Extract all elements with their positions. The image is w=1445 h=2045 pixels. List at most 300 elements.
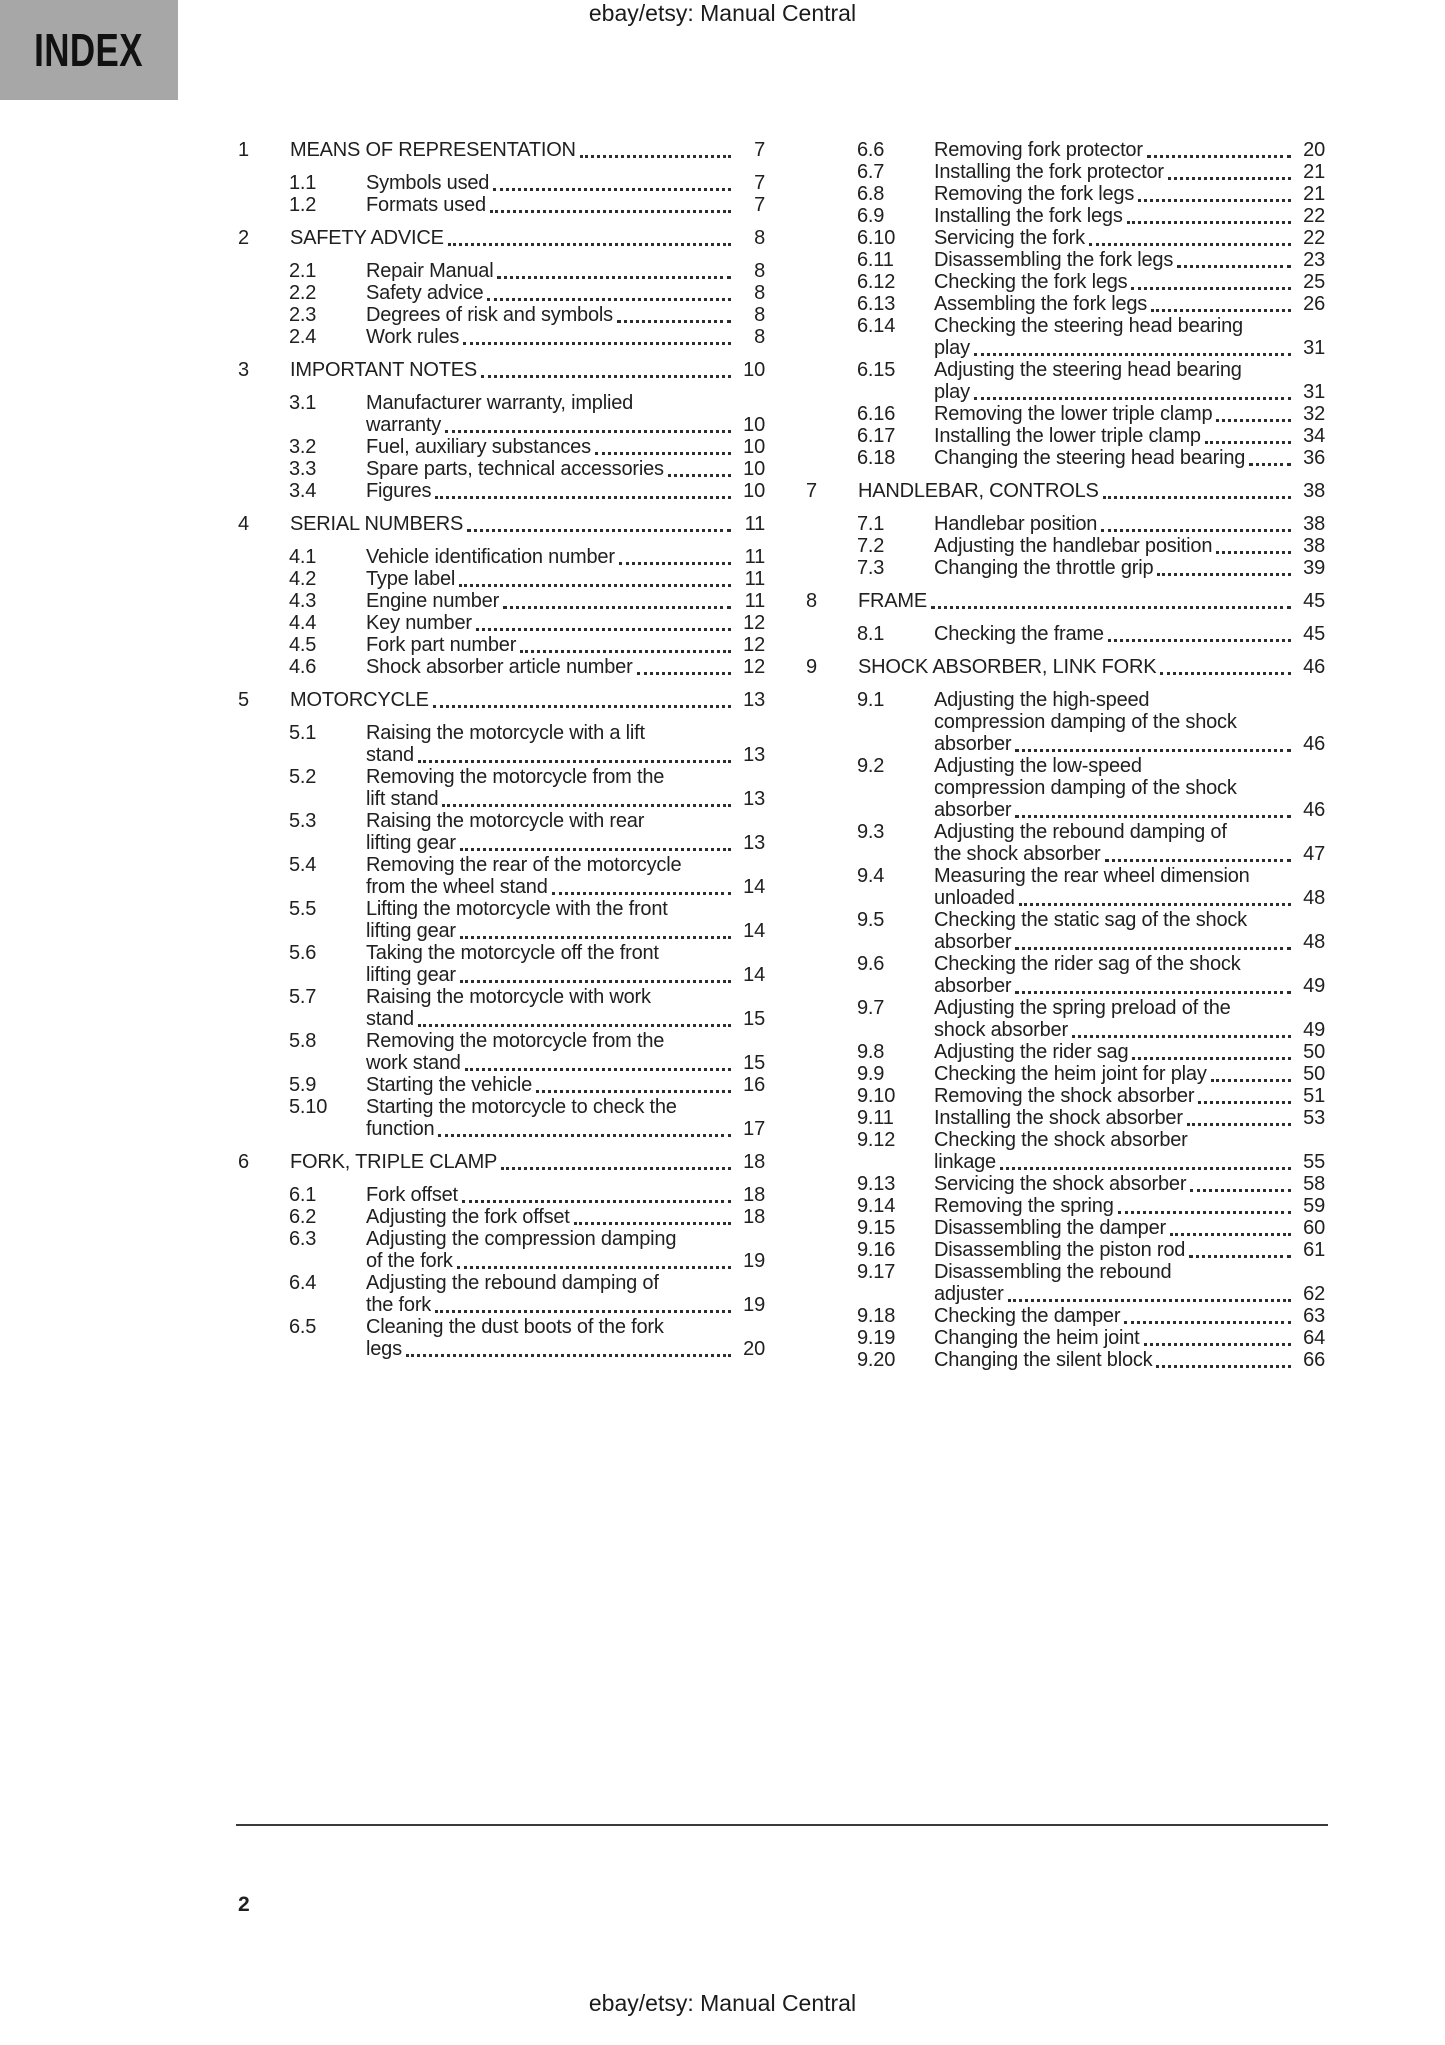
dot-leader [1015,749,1291,752]
toc-entry [806,161,1325,183]
entry-page-number: 11 [744,546,765,568]
entry-title-line: unloaded [934,887,1015,909]
entry-body [366,546,765,568]
toc-entry [806,953,1325,997]
entry-page-number: 10 [743,436,765,458]
entry-body [366,436,765,458]
dot-leader [1190,1189,1291,1192]
dot-leader [457,1266,731,1269]
entry-last-line [366,656,765,678]
toc-entry [806,689,1325,755]
entry-page-number: 17 [743,1118,765,1140]
entry-number: 2.1 [289,260,317,282]
entry-body [366,392,765,436]
entry-number: 9.18 [857,1305,896,1327]
toc-entry [806,513,1325,535]
toc-entry [806,557,1325,579]
dot-leader [438,1134,731,1137]
entry-last-line [934,205,1325,227]
dot-leader [445,430,731,433]
entry-title-line: Starting the vehicle [366,1074,533,1096]
entry-page-number: 46 [1303,656,1325,678]
toc-section-heading [238,1151,765,1173]
toc-entry [238,1228,765,1272]
entry-number: 2.2 [289,282,317,304]
entry-last-line [934,293,1325,315]
entry-body [366,1206,765,1228]
entry-title-line: Disassembling the piston rod [934,1239,1186,1261]
dot-leader [1198,1101,1291,1104]
entry-title-line: MOTORCYCLE [290,689,429,711]
entry-number: 9.2 [857,755,885,777]
entry-last-line [934,1041,1325,1063]
entry-body [366,854,765,898]
entry-title-line: Work rules [366,326,460,348]
entry-body [366,194,765,216]
entry-page-number: 26 [1303,293,1325,315]
entry-last-line [366,876,765,898]
dot-leader [465,1068,731,1071]
entry-body [366,568,765,590]
toc-entry [238,942,765,986]
toc-entry [806,1217,1325,1239]
dot-leader [574,1222,731,1225]
entry-title-line: Raising the motorcycle with work [366,986,651,1008]
entry-title-line: Removing the lower triple clamp [934,403,1213,425]
entry-body [290,359,765,381]
entry-number: 6.16 [857,403,896,425]
entry-body [366,1228,765,1272]
entry-title-line: compression damping of the shock [934,777,1237,799]
entry-page-number: 21 [1303,183,1325,205]
entry-title-line: warranty [366,414,442,436]
entry-title-line: absorber [934,931,1012,953]
entry-body [366,656,765,678]
entry-body [366,304,765,326]
toc-entry [806,623,1325,645]
entry-last-line [366,282,765,304]
dot-leader [503,606,731,609]
entry-title-line: Spare parts, technical accessories [366,458,664,480]
footer-page-number: 2 [238,1893,250,1916]
entry-number: 5.6 [289,942,317,964]
entry-number: 9.9 [857,1063,885,1085]
entry-page-number: 60 [1303,1217,1325,1239]
entry-number: 6.15 [857,359,896,381]
entry-page-number: 15 [743,1052,765,1074]
toc-entry [806,1195,1325,1217]
toc-section-heading [238,513,765,535]
entry-body [934,249,1325,271]
entry-body [366,986,765,1030]
dot-leader [1160,672,1291,675]
entry-last-line [934,139,1325,161]
dot-leader [1144,1343,1291,1346]
toc-entry [238,1030,765,1074]
entry-last-line [934,535,1325,557]
entry-number: 9.15 [857,1217,896,1239]
toc-section-heading [238,139,765,161]
entry-number: 5.1 [289,722,317,744]
toc-entry [806,909,1325,953]
entry-page-number: 45 [1303,590,1325,612]
entry-title-line: Vehicle identification number [366,546,615,568]
entry-last-line [366,172,765,194]
entry-title-line: adjuster [934,1283,1004,1305]
entry-body [366,1272,765,1316]
entry-number: 5.5 [289,898,317,920]
entry-title-line: Servicing the shock absorber [934,1173,1187,1195]
toc-entry [806,271,1325,293]
entry-body [290,227,765,249]
toc-entry [806,293,1325,315]
entry-title-line: Checking the heim joint for play [934,1063,1207,1085]
entry-body [290,1151,765,1173]
toc-column-left [238,128,765,1360]
entry-page-number: 13 [743,689,765,711]
dot-leader [406,1354,731,1357]
entry-page-number: 50 [1303,1041,1325,1063]
entry-body [366,1074,765,1096]
entry-title-line: Fork offset [366,1184,458,1206]
entry-body [934,139,1325,161]
entry-title-line: Adjusting the spring preload of the [934,997,1231,1019]
entry-number: 1.2 [289,194,317,216]
entry-page-number: 22 [1303,227,1325,249]
page-footer-title: ebay/etsy: Manual Central [588,1990,857,2016]
entry-title-line: Adjusting the rider sag [934,1041,1129,1063]
entry-last-line [934,887,1325,909]
entry-page-number: 8 [754,282,765,304]
toc-entry [806,1107,1325,1129]
entry-page-number: 38 [1303,513,1325,535]
entry-body [934,359,1325,403]
toc-entry [238,1074,765,1096]
entry-number: 6.13 [857,293,896,315]
entry-number: 9.5 [857,909,885,931]
dot-leader [1189,1255,1291,1258]
entry-title-line: SERIAL NUMBERS [290,513,464,535]
entry-title-line: Disassembling the rebound [934,1261,1172,1283]
entry-page-number: 34 [1303,425,1325,447]
entry-last-line [934,271,1325,293]
entry-title-line: Adjusting the compression damping [366,1228,677,1250]
entry-body [934,865,1325,909]
toc-entry [238,260,765,282]
toc-entry [806,447,1325,469]
entry-last-line [366,590,765,612]
entry-number: 9.4 [857,865,885,887]
toc-entry [238,612,765,634]
entry-title-line: play [934,381,970,403]
entry-number: 9.8 [857,1041,885,1063]
toc-entry [806,1239,1325,1261]
entry-body [366,634,765,656]
dot-leader [1138,199,1291,202]
dot-leader [580,155,731,158]
dot-leader [1127,221,1291,224]
dot-leader [1108,639,1291,642]
entry-last-line [366,1118,765,1140]
entry-last-line [934,425,1325,447]
entry-number: 9.20 [857,1349,896,1371]
entry-last-line [290,359,765,381]
entry-title-line: IMPORTANT NOTES [290,359,478,381]
entry-page-number: 7 [754,172,765,194]
entry-title-line: Lifting the motorcycle with the front [366,898,668,920]
dot-leader [497,276,731,279]
dot-leader [460,936,731,939]
entry-last-line [366,1052,765,1074]
toc-entry [238,194,765,216]
dot-leader [1216,419,1291,422]
entry-page-number: 8 [754,227,765,249]
entry-page-number: 18 [743,1184,765,1206]
entry-last-line [366,612,765,634]
entry-body [934,755,1325,821]
entry-title-line: Type label [366,568,456,590]
entry-last-line [366,964,765,986]
toc-entry [238,1316,765,1360]
toc-entry [238,898,765,942]
entry-page-number: 8 [754,260,765,282]
dot-leader [1019,903,1291,906]
entry-last-line [934,1151,1325,1173]
index-tab [0,0,178,100]
entry-title-line: Adjusting the steering head bearing [934,359,1242,381]
entry-page-number: 39 [1303,557,1325,579]
entry-number: 7.3 [857,557,885,579]
entry-body [290,689,765,711]
entry-last-line [934,513,1325,535]
entry-body [366,282,765,304]
entry-body [934,953,1325,997]
entry-last-line [934,183,1325,205]
entry-body [934,1085,1325,1107]
dot-leader [1015,991,1291,994]
entry-last-line [366,788,765,810]
entry-title-line: Adjusting the rebound damping of [934,821,1227,843]
dot-leader [617,320,731,323]
entry-title-line: Changing the throttle grip [934,557,1154,579]
entry-number: 9.13 [857,1173,896,1195]
entry-body [366,1184,765,1206]
entry-number: 5 [238,689,249,711]
entry-last-line [934,1283,1325,1305]
entry-body [934,1217,1325,1239]
entry-page-number: 23 [1303,249,1325,271]
dot-leader [459,584,731,587]
toc-entry [238,656,765,678]
toc-entry [806,1041,1325,1063]
dot-leader [493,188,731,191]
dot-leader [1103,496,1291,499]
entry-last-line [934,1327,1325,1349]
toc-entry [806,425,1325,447]
entry-page-number: 66 [1303,1349,1325,1371]
entry-number: 7.1 [857,513,885,535]
entry-title-line: Symbols used [366,172,490,194]
entry-last-line [290,139,765,161]
entry-number: 8.1 [857,623,885,645]
entry-title-line: Removing fork protector [934,139,1143,161]
entry-body [934,997,1325,1041]
entry-page-number: 10 [743,458,765,480]
dot-leader [1015,815,1291,818]
entry-last-line [366,1008,765,1030]
entry-title-line: Taking the motorcycle off the front [366,942,659,964]
entry-number: 7 [806,480,817,502]
entry-page-number: 58 [1303,1173,1325,1195]
entry-number: 9 [806,656,817,678]
entry-page-number: 21 [1303,161,1325,183]
entry-page-number: 31 [1303,381,1325,403]
toc-entry [238,546,765,568]
toc-entry [806,249,1325,271]
toc-entry [806,227,1325,249]
toc-entry [238,458,765,480]
dot-leader [1101,529,1291,532]
entry-title-line: compression damping of the shock [934,711,1237,733]
entry-title-line: Fork part number [366,634,517,656]
toc-entry [806,1173,1325,1195]
entry-last-line [366,260,765,282]
entry-number: 9.19 [857,1327,896,1349]
entry-number: 9.3 [857,821,885,843]
entry-number: 9.14 [857,1195,896,1217]
entry-body [934,689,1325,755]
dot-leader [974,397,1291,400]
toc-entry [806,403,1325,425]
entry-title-line: Degrees of risk and symbols [366,304,613,326]
toc-entry [238,392,765,436]
entry-number: 1 [238,139,249,161]
entry-page-number: 45 [1303,623,1325,645]
entry-title-line: legs [366,1338,402,1360]
entry-title-line: Adjusting the rebound damping of [366,1272,659,1294]
entry-body [858,480,1325,502]
entry-title-line: Engine number [366,590,500,612]
entry-number: 4.4 [289,612,317,634]
entry-page-number: 11 [744,513,765,535]
entry-last-line [366,414,765,436]
dot-leader [481,375,731,378]
entry-title-line: FORK, TRIPLE CLAMP [290,1151,498,1173]
dot-leader [595,452,731,455]
dot-leader [974,353,1291,356]
entry-body [934,1129,1325,1173]
entry-last-line [934,733,1325,755]
entry-body [934,1349,1325,1371]
index-tab-label: INDEX [34,24,144,76]
dot-leader [1205,441,1291,444]
entry-page-number: 20 [1303,139,1325,161]
entry-page-number: 36 [1303,447,1325,469]
entry-last-line [858,656,1325,678]
entry-page-number: 10 [743,359,765,381]
toc-entry [806,865,1325,909]
entry-number: 5.4 [289,854,317,876]
entry-body [858,656,1325,678]
entry-number: 6.8 [857,183,885,205]
toc-entry [806,359,1325,403]
entry-title-line: lift stand [366,788,439,810]
dot-leader [448,243,731,246]
entry-last-line [934,1107,1325,1129]
entry-last-line [934,1217,1325,1239]
entry-number: 3.2 [289,436,317,458]
entry-title-line: lifting gear [366,920,456,942]
entry-number: 5.8 [289,1030,317,1052]
dot-leader [462,1200,731,1203]
dot-leader [1072,1035,1291,1038]
dot-leader [460,848,731,851]
entry-title-line: Installing the fork legs [934,205,1123,227]
toc-entry [238,810,765,854]
entry-number: 6.14 [857,315,896,337]
entry-title-line: Removing the rear of the motorcycle [366,854,682,876]
entry-title-line: Servicing the fork [934,227,1085,249]
entry-number: 6.1 [289,1184,317,1206]
entry-body [858,590,1325,612]
entry-body [934,557,1325,579]
entry-title-line: Installing the shock absorber [934,1107,1183,1129]
entry-body [934,227,1325,249]
entry-last-line [366,194,765,216]
page-header-title: ebay/etsy: Manual Central [588,0,857,26]
entry-last-line [934,931,1325,953]
entry-body [366,326,765,348]
entry-number: 6.10 [857,227,896,249]
entry-page-number: 32 [1303,403,1325,425]
entry-last-line [366,436,765,458]
entry-last-line [366,1250,765,1272]
entry-page-number: 46 [1303,799,1325,821]
entry-body [366,1030,765,1074]
entry-title-line: Raising the motorcycle with rear [366,810,645,832]
dot-leader [552,892,731,895]
entry-body [934,535,1325,557]
entry-number: 3.3 [289,458,317,480]
dot-leader [490,210,731,213]
entry-page-number: 8 [754,326,765,348]
toc-entry [806,205,1325,227]
entry-title-line: absorber [934,799,1012,821]
entry-number: 9.11 [857,1107,894,1129]
entry-body [366,1316,765,1360]
entry-title-line: stand [366,744,414,766]
entry-body [934,161,1325,183]
entry-number: 4.6 [289,656,317,678]
entry-body [934,623,1325,645]
entry-body [934,293,1325,315]
entry-body [366,766,765,810]
entry-page-number: 47 [1303,843,1325,865]
toc-entry [806,821,1325,865]
entry-body [934,1063,1325,1085]
entry-last-line [366,1184,765,1206]
entry-last-line [934,799,1325,821]
toc-entry [806,1327,1325,1349]
entry-title-line: FRAME [858,590,928,612]
entry-body [290,513,765,535]
toc-entry [238,326,765,348]
dot-leader [442,804,731,807]
entry-title-line: Removing the fork legs [934,183,1135,205]
entry-page-number: 14 [743,920,765,942]
entry-title-line: Cleaning the dust boots of the fork [366,1316,664,1338]
entry-title-line: function [366,1118,435,1140]
